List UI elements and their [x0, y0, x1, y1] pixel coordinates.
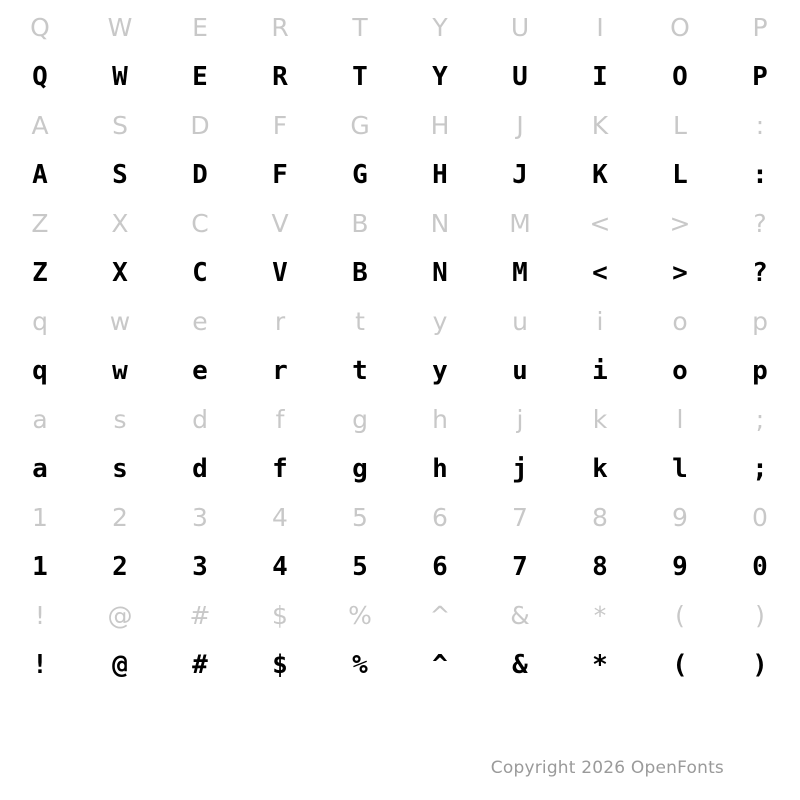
sample-glyph: R [272, 62, 288, 92]
sample-glyph: @ [112, 650, 128, 680]
reference-glyph: K [591, 111, 609, 140]
sample-glyph: j [512, 454, 528, 484]
sample-glyph: T [352, 62, 368, 92]
reference-glyph: 9 [672, 503, 688, 532]
reference-glyph: F [272, 111, 288, 140]
sample-glyph: > [672, 258, 688, 288]
reference-glyph: & [510, 601, 530, 630]
reference-glyph: q [32, 307, 48, 336]
reference-glyph: ^ [429, 601, 451, 630]
sample-row [0, 148, 800, 202]
reference-glyph: y [432, 307, 448, 336]
reference-glyph: N [430, 209, 450, 238]
reference-glyph: % [348, 601, 372, 630]
reference-glyph: W [107, 13, 133, 42]
sample-glyph: Q [32, 62, 48, 92]
reference-glyph: t [355, 307, 365, 336]
reference-glyph: 7 [512, 503, 528, 532]
sample-glyph: I [592, 62, 608, 92]
sample-glyph: P [752, 62, 768, 92]
sample-glyph: * [592, 650, 608, 680]
reference-glyph: L [673, 111, 687, 140]
reference-glyph: r [274, 307, 286, 336]
sample-glyph: y [432, 356, 448, 386]
reference-glyph: o [672, 307, 688, 336]
reference-glyph: ? [753, 209, 767, 238]
sample-glyph: D [192, 160, 208, 190]
reference-glyph: S [112, 111, 128, 140]
reference-glyph: I [596, 13, 604, 42]
character-row-group [0, 202, 800, 300]
reference-glyph: e [192, 307, 208, 336]
reference-glyph: < [589, 209, 611, 238]
sample-glyph: 7 [512, 552, 528, 582]
sample-glyph: Z [32, 258, 48, 288]
sample-glyph: 0 [752, 552, 768, 582]
reference-glyph: ( [675, 601, 685, 630]
sample-glyph: ! [32, 650, 48, 680]
sample-glyph: r [272, 356, 288, 386]
sample-glyph: # [192, 650, 208, 680]
sample-row [0, 50, 800, 104]
reference-glyph: Y [432, 13, 448, 42]
reference-glyph: 4 [272, 503, 288, 532]
sample-row [0, 638, 800, 692]
reference-row [0, 6, 800, 50]
reference-row [0, 398, 800, 442]
sample-glyph: 4 [272, 552, 288, 582]
sample-glyph: 2 [112, 552, 128, 582]
sample-glyph: O [672, 62, 688, 92]
sample-glyph: a [32, 454, 48, 484]
reference-glyph: X [111, 209, 129, 238]
sample-glyph: X [112, 258, 128, 288]
reference-glyph: B [351, 209, 369, 238]
sample-glyph: < [592, 258, 608, 288]
reference-glyph: P [752, 13, 768, 42]
reference-glyph: T [352, 13, 368, 42]
reference-glyph: 0 [752, 503, 768, 532]
reference-glyph: * [593, 601, 607, 630]
reference-glyph: ) [755, 601, 765, 630]
reference-glyph: a [32, 405, 48, 434]
reference-row [0, 496, 800, 540]
sample-glyph: G [352, 160, 368, 190]
reference-glyph: 2 [112, 503, 128, 532]
character-row-group [0, 104, 800, 202]
sample-glyph: h [432, 454, 448, 484]
sample-glyph: E [192, 62, 208, 92]
reference-glyph: h [432, 405, 448, 434]
reference-glyph: H [430, 111, 450, 140]
sample-glyph: N [432, 258, 448, 288]
sample-glyph: i [592, 356, 608, 386]
reference-row [0, 104, 800, 148]
sample-glyph: V [272, 258, 288, 288]
sample-glyph: d [192, 454, 208, 484]
reference-glyph: : [755, 111, 765, 140]
sample-glyph: ? [752, 258, 768, 288]
sample-row [0, 442, 800, 496]
reference-glyph: # [189, 601, 211, 630]
sample-glyph: t [352, 356, 368, 386]
sample-glyph: 6 [432, 552, 448, 582]
reference-glyph: ; [755, 405, 765, 434]
sample-glyph: 8 [592, 552, 608, 582]
sample-glyph: U [512, 62, 528, 92]
sample-glyph: B [352, 258, 368, 288]
reference-glyph: U [510, 13, 530, 42]
sample-glyph: A [32, 160, 48, 190]
sample-glyph: Y [432, 62, 448, 92]
sample-glyph: w [112, 356, 128, 386]
reference-glyph: E [192, 13, 208, 42]
reference-glyph: @ [107, 601, 133, 630]
sample-glyph: : [752, 160, 768, 190]
reference-glyph: Q [30, 13, 50, 42]
sample-glyph: K [592, 160, 608, 190]
sample-glyph: S [112, 160, 128, 190]
sample-glyph: u [512, 356, 528, 386]
reference-glyph: Z [31, 209, 49, 238]
reference-glyph: w [109, 307, 131, 336]
sample-glyph: e [192, 356, 208, 386]
reference-glyph: M [509, 209, 531, 238]
reference-glyph: > [669, 209, 691, 238]
character-row-group [0, 496, 800, 594]
reference-glyph: $ [272, 601, 288, 630]
reference-glyph: k [592, 405, 608, 434]
reference-row [0, 594, 800, 638]
reference-glyph: s [113, 405, 127, 434]
reference-row [0, 300, 800, 344]
character-row-group [0, 300, 800, 398]
reference-glyph: p [752, 307, 768, 336]
reference-glyph: d [192, 405, 208, 434]
reference-glyph: G [350, 111, 370, 140]
reference-glyph: i [596, 307, 604, 336]
reference-glyph: D [190, 111, 210, 140]
sample-glyph: W [112, 62, 128, 92]
sample-glyph: 1 [32, 552, 48, 582]
character-row-group [0, 6, 800, 104]
sample-glyph: l [672, 454, 688, 484]
reference-glyph: O [670, 13, 690, 42]
reference-glyph: j [516, 405, 524, 434]
reference-glyph: ! [34, 601, 46, 630]
sample-glyph: f [272, 454, 288, 484]
sample-glyph: o [672, 356, 688, 386]
sample-glyph: M [512, 258, 528, 288]
sample-glyph: H [432, 160, 448, 190]
reference-glyph: C [191, 209, 209, 238]
sample-glyph: q [32, 356, 48, 386]
reference-glyph: 3 [192, 503, 208, 532]
reference-glyph: u [512, 307, 528, 336]
sample-glyph: % [352, 650, 368, 680]
sample-glyph: C [192, 258, 208, 288]
sample-glyph: ) [752, 650, 768, 680]
reference-glyph: A [31, 111, 49, 140]
reference-glyph: f [275, 405, 285, 434]
sample-glyph: ^ [432, 650, 448, 680]
copyright-notice: Copyright 2026 OpenFonts [490, 758, 724, 778]
sample-glyph: L [672, 160, 688, 190]
sample-glyph: & [512, 650, 528, 680]
reference-glyph: g [352, 405, 368, 434]
sample-glyph: ( [672, 650, 688, 680]
character-row-group [0, 398, 800, 496]
reference-glyph: 1 [32, 503, 48, 532]
sample-glyph: 3 [192, 552, 208, 582]
sample-glyph: g [352, 454, 368, 484]
sample-glyph: k [592, 454, 608, 484]
sample-glyph: F [272, 160, 288, 190]
sample-glyph: p [752, 356, 768, 386]
reference-glyph: R [271, 13, 289, 42]
reference-row [0, 202, 800, 246]
sample-glyph: J [512, 160, 528, 190]
reference-glyph: J [516, 111, 524, 140]
sample-glyph: ; [752, 454, 768, 484]
sample-glyph: 5 [352, 552, 368, 582]
character-row-group [0, 594, 800, 692]
sample-glyph: $ [272, 650, 288, 680]
sample-glyph: s [112, 454, 128, 484]
reference-glyph: 6 [432, 503, 448, 532]
sample-glyph: 9 [672, 552, 688, 582]
sample-row [0, 344, 800, 398]
sample-row [0, 540, 800, 594]
reference-glyph: 5 [352, 503, 368, 532]
reference-glyph: V [271, 209, 289, 238]
reference-glyph: l [676, 405, 684, 434]
sample-row [0, 246, 800, 300]
reference-glyph: 8 [592, 503, 608, 532]
